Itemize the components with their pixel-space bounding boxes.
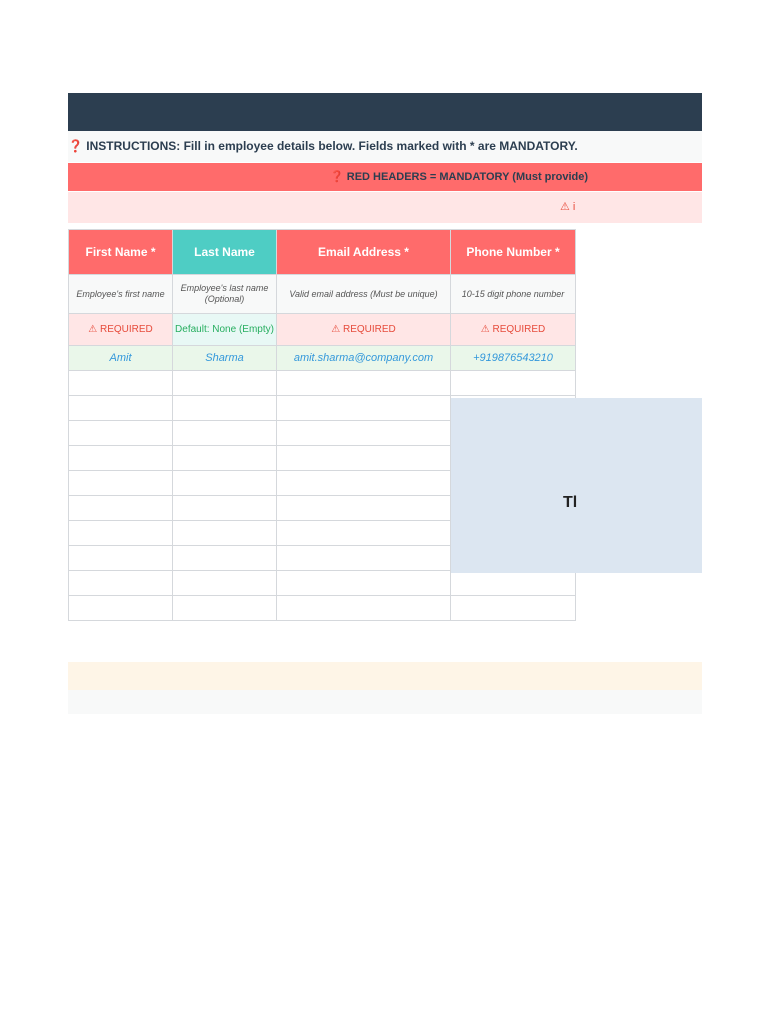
example-row — [69, 346, 576, 371]
status-first-name[interactable]: ⚠ REQUIRED — [69, 314, 173, 346]
empty-cell[interactable] — [277, 471, 451, 496]
empty-cell[interactable] — [277, 496, 451, 521]
empty-cell[interactable] — [69, 596, 173, 621]
header-first-name[interactable]: First Name * — [69, 230, 173, 275]
empty-cell[interactable] — [451, 596, 576, 621]
empty-cell[interactable] — [173, 496, 277, 521]
empty-cell[interactable] — [69, 371, 173, 396]
example-email-address[interactable]: amit.sharma@company.com — [277, 346, 451, 371]
empty-cell[interactable] — [69, 571, 173, 596]
example-last-name[interactable]: Sharma — [173, 346, 277, 371]
empty-cell[interactable] — [173, 371, 277, 396]
empty-cell[interactable] — [173, 471, 277, 496]
header-email-address[interactable]: Email Address * — [277, 230, 451, 275]
desc-first-name[interactable]: Employee's first name — [69, 275, 173, 314]
side-panel-text: Tl — [563, 494, 578, 511]
empty-cell[interactable] — [173, 521, 277, 546]
desc-last-name[interactable]: Employee's last name (Optional) — [173, 275, 277, 314]
empty-cell[interactable] — [69, 521, 173, 546]
empty-cell[interactable] — [69, 471, 173, 496]
side-panel — [451, 398, 702, 573]
empty-cell[interactable] — [451, 571, 576, 596]
example-first-name[interactable]: Amit — [69, 346, 173, 371]
empty-row — [69, 596, 576, 621]
status-row — [69, 314, 576, 346]
mandatory-legend-text: ❓ RED HEADERS = MANDATORY (Must provide) — [330, 171, 589, 183]
empty-cell[interactable] — [277, 571, 451, 596]
header-row — [69, 230, 576, 275]
footer-blank-row — [68, 690, 702, 714]
empty-cell[interactable] — [173, 571, 277, 596]
empty-cell[interactable] — [173, 396, 277, 421]
empty-cell[interactable] — [173, 446, 277, 471]
empty-row — [69, 571, 576, 596]
desc-phone-number[interactable]: 10-15 digit phone number — [451, 275, 576, 314]
example-phone-number[interactable]: +919876543210 — [451, 346, 576, 371]
empty-cell[interactable] — [277, 446, 451, 471]
empty-row — [69, 371, 576, 396]
empty-cell[interactable] — [69, 546, 173, 571]
status-email-address[interactable]: ⚠ REQUIRED — [277, 314, 451, 346]
desc-email-address[interactable]: Valid email address (Must be unique) — [277, 275, 451, 314]
status-phone-number[interactable]: ⚠ REQUIRED — [451, 314, 576, 346]
empty-cell[interactable] — [69, 446, 173, 471]
empty-cell[interactable] — [69, 396, 173, 421]
header-last-name[interactable]: Last Name — [173, 230, 277, 275]
empty-cell[interactable] — [69, 496, 173, 521]
warning-row — [68, 192, 702, 223]
instructions-text: ❓ INSTRUCTIONS: Fill in employee details below. Fields marked with * are MANDATORY. — [68, 139, 578, 153]
empty-cell[interactable] — [277, 371, 451, 396]
empty-cell[interactable] — [173, 421, 277, 446]
empty-cell[interactable] — [69, 421, 173, 446]
header-phone-number[interactable]: Phone Number * — [451, 230, 576, 275]
empty-cell[interactable] — [277, 421, 451, 446]
empty-cell[interactable] — [277, 396, 451, 421]
sheet-title-bar — [68, 93, 702, 131]
status-last-name[interactable]: Default: None (Empty) — [173, 314, 277, 346]
empty-cell[interactable] — [451, 371, 576, 396]
mandatory-legend-row — [68, 163, 702, 191]
empty-cell[interactable] — [173, 596, 277, 621]
empty-cell[interactable] — [277, 546, 451, 571]
warning-text: ⚠ i — [560, 201, 576, 213]
footer-note-row — [68, 662, 702, 690]
empty-cell[interactable] — [277, 521, 451, 546]
instructions-row — [68, 131, 702, 162]
description-row — [69, 275, 576, 314]
empty-cell[interactable] — [277, 596, 451, 621]
empty-cell[interactable] — [173, 546, 277, 571]
